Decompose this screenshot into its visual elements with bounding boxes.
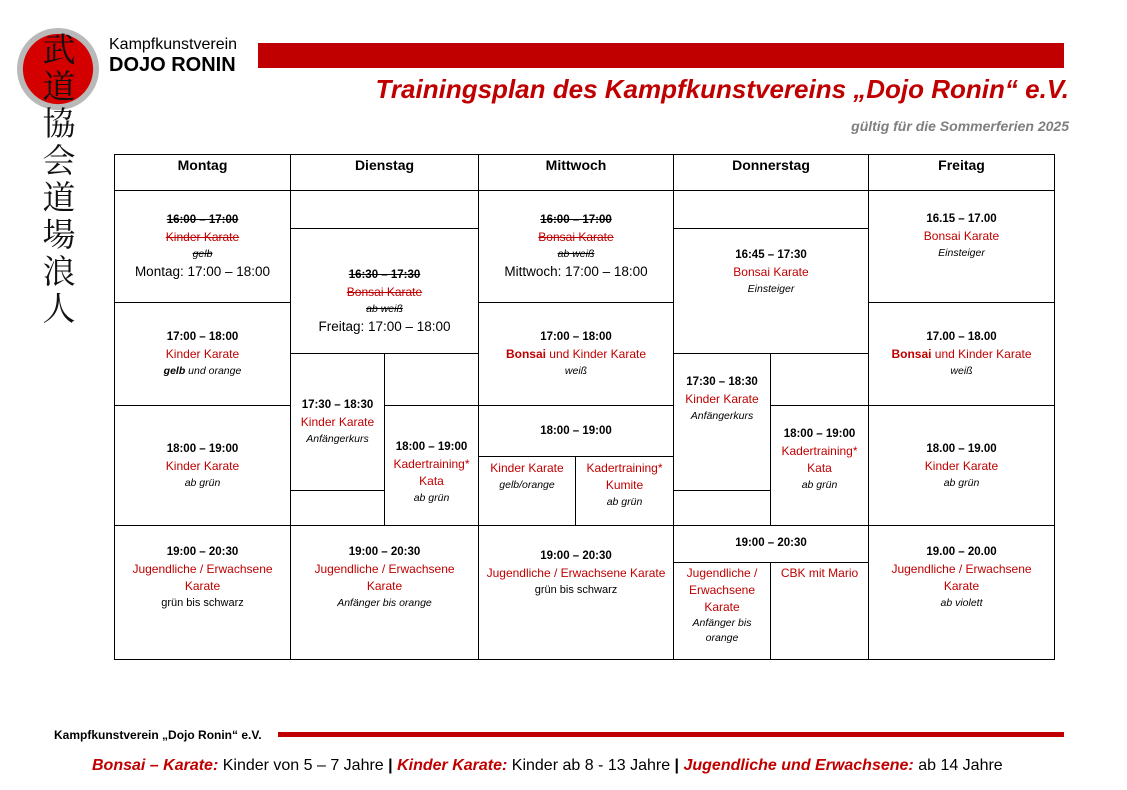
legend-separator: | bbox=[674, 757, 684, 774]
slot-course: Kadertraining* bbox=[781, 444, 858, 458]
kanji-char: 道 bbox=[42, 67, 76, 106]
header-donnerstag: Donnerstag bbox=[673, 154, 869, 191]
slot-thu-4a bbox=[673, 562, 771, 660]
legend-value: Kinder ab 8 - 13 Jahre bbox=[507, 757, 675, 774]
kanji-char: 浪 bbox=[42, 252, 76, 291]
legend-separator: | bbox=[388, 757, 398, 774]
slot-mon-3 bbox=[114, 405, 291, 526]
slot-tue-4 bbox=[290, 525, 479, 660]
slot-time: 19.00 – 20.00 bbox=[926, 546, 997, 558]
slot-level: Anfängerkurs bbox=[690, 410, 754, 422]
slot-wed-3 bbox=[478, 405, 674, 457]
slot-fri-1 bbox=[868, 190, 1055, 303]
slot-level: orange bbox=[705, 632, 739, 644]
slot-tue-empty bbox=[290, 190, 479, 229]
slot-note: Montag: 17:00 – 18:00 bbox=[134, 263, 271, 279]
slot-tue-3 bbox=[384, 405, 479, 526]
slot-course-bold: Bonsai bbox=[891, 347, 932, 361]
slot-thu-2 bbox=[673, 353, 771, 491]
kanji-char: 道 bbox=[42, 178, 76, 217]
slot-time: 18:00 – 19:00 bbox=[166, 442, 239, 455]
legend-key: Bonsai – Karate: bbox=[92, 757, 219, 774]
slot-time: 16.15 – 17.00 bbox=[926, 213, 997, 225]
slot-course: Jugendliche / Erwachsene bbox=[891, 562, 1032, 576]
slot-course: Kinder Karate bbox=[300, 415, 375, 429]
slot-level: ab grün bbox=[943, 476, 980, 489]
footer-org: Kampfkunstverein „Dojo Ronin“ e.V. bbox=[54, 728, 262, 742]
slot-course: Kinder Karate bbox=[165, 347, 240, 361]
slot-wed-3b bbox=[575, 456, 674, 526]
slot-time: 16:30 – 17:30 bbox=[348, 268, 421, 281]
slot-level: Einsteiger bbox=[747, 283, 795, 295]
header-mittwoch: Mittwoch bbox=[478, 154, 674, 191]
slot-course: Bonsai Karate bbox=[733, 265, 809, 279]
page-title: Trainingsplan des Kampfkunstvereins „Dojo Ronin“ e.V. bbox=[375, 74, 1069, 104]
slot-fri-3 bbox=[868, 405, 1055, 526]
slot-time: 18:00 – 19:00 bbox=[783, 428, 856, 440]
brand-line1: Kampfkunstverein bbox=[109, 36, 238, 53]
slot-thu-4 bbox=[673, 525, 869, 563]
slot-level: ab violett bbox=[940, 597, 983, 609]
slot-course: Kadertraining* bbox=[393, 456, 470, 471]
slot-level: weiß bbox=[564, 365, 588, 377]
slot-course: Karate bbox=[943, 579, 980, 593]
slot-course: Jugendliche / Erwachsene Karate bbox=[486, 566, 666, 580]
slot-course: Kadertraining* bbox=[586, 461, 663, 475]
slot-wed-4 bbox=[478, 525, 674, 660]
slot-course: Kinder Karate bbox=[490, 461, 564, 475]
kanji-char: 会 bbox=[42, 141, 76, 180]
slot-time: 19:00 – 20:30 bbox=[735, 537, 807, 549]
slot-tue-2 bbox=[290, 353, 385, 491]
slot-mon-4 bbox=[114, 525, 291, 660]
slot-time: 17:30 – 18:30 bbox=[301, 399, 374, 411]
slot-course: Kinder Karate bbox=[924, 458, 999, 473]
kanji-char: 場 bbox=[42, 215, 76, 254]
kanji-char: 協 bbox=[42, 104, 76, 143]
slot-tue-1 bbox=[290, 228, 479, 354]
slot-level: grün bis schwarz bbox=[161, 597, 244, 609]
slot-time: 16:00 – 17:00 bbox=[540, 213, 612, 226]
header-dienstag: Dienstag bbox=[290, 154, 479, 191]
slot-course: Kata bbox=[419, 473, 444, 488]
slot-wed-2 bbox=[478, 302, 674, 406]
slot-level: Anfänger bis orange bbox=[337, 597, 432, 609]
slot-mon-1 bbox=[114, 190, 291, 303]
slot-time: 18:00 – 19:00 bbox=[395, 440, 468, 453]
slot-level bbox=[164, 363, 242, 379]
slot-level: gelb/orange bbox=[499, 479, 555, 491]
slot-course bbox=[506, 346, 646, 363]
slot-level: ab weiß bbox=[557, 247, 595, 260]
legend-value: ab 14 Jahre bbox=[913, 757, 1003, 774]
header-montag: Montag bbox=[114, 154, 291, 191]
slot-thu-empty bbox=[770, 353, 869, 406]
slot-level: ab weiß bbox=[366, 302, 403, 315]
slot-wed-1 bbox=[478, 190, 674, 303]
slot-course: Karate bbox=[704, 600, 740, 614]
slot-level: grün bis schwarz bbox=[534, 584, 618, 596]
kanji-char: 人 bbox=[42, 289, 76, 328]
slot-course: Karate bbox=[184, 579, 221, 593]
slot-level-bold: gelb bbox=[163, 365, 186, 377]
slot-time: 19:00 – 20:30 bbox=[348, 546, 421, 558]
slot-time: 17:30 – 18:30 bbox=[686, 376, 758, 388]
slot-course: Jugendliche / bbox=[686, 566, 758, 580]
slot-thu-empty bbox=[673, 490, 771, 526]
slot-level-rest: und orange bbox=[185, 365, 242, 377]
slot-level: weiß bbox=[950, 365, 973, 377]
slot-course: Jugendliche / Erwachsene bbox=[132, 562, 273, 576]
slot-time: 17:00 – 18:00 bbox=[540, 331, 612, 343]
slot-course-bold: Bonsai bbox=[505, 347, 546, 361]
slot-course: Erwachsene bbox=[688, 583, 756, 597]
slot-course: Jugendliche / Erwachsene bbox=[314, 562, 455, 576]
slot-level: ab grün bbox=[413, 491, 450, 504]
slot-level: ab grün bbox=[606, 496, 643, 508]
slot-course: Bonsai Karate bbox=[538, 229, 614, 244]
slot-level: gelb bbox=[192, 247, 213, 260]
slot-level: Anfänger bis bbox=[692, 617, 752, 629]
footer-bar bbox=[278, 732, 1064, 737]
slot-time: 17:00 – 18:00 bbox=[166, 331, 239, 343]
slot-level: ab grün bbox=[801, 479, 838, 491]
page-subtitle: gültig für die Sommerferien 2025 bbox=[851, 118, 1069, 134]
slot-course: Kinder Karate bbox=[165, 229, 240, 244]
slot-thu-4b bbox=[770, 562, 869, 660]
slot-time: 18:00 – 19:00 bbox=[540, 424, 612, 437]
slot-thu-1 bbox=[673, 228, 869, 354]
slot-tue-empty bbox=[384, 353, 479, 406]
slot-mon-2 bbox=[114, 302, 291, 406]
slot-fri-4 bbox=[868, 525, 1055, 660]
slot-wed-3a bbox=[478, 456, 576, 526]
slot-time: 17.00 – 18.00 bbox=[926, 331, 997, 343]
slot-level: ab grün bbox=[184, 476, 221, 489]
slot-level: Einsteiger bbox=[938, 247, 985, 259]
slot-tue-empty bbox=[290, 490, 385, 526]
header-freitag: Freitag bbox=[868, 154, 1055, 191]
slot-course: Bonsai Karate bbox=[923, 229, 1000, 243]
slot-course: CBK mit Mario bbox=[780, 566, 859, 580]
slot-course: Kata bbox=[807, 461, 832, 475]
slot-course bbox=[891, 346, 1031, 363]
slot-course-rest: und Kinder Karate bbox=[931, 347, 1032, 361]
slot-time: 18.00 – 19.00 bbox=[926, 442, 997, 455]
slot-level: Anfängerkurs bbox=[306, 433, 369, 445]
slot-time: 16:45 – 17:30 bbox=[735, 249, 807, 261]
slot-note: Mittwoch: 17:00 – 18:00 bbox=[504, 263, 648, 279]
age-legend bbox=[92, 757, 1003, 775]
slot-thu-empty bbox=[673, 190, 869, 229]
brand-line2: DOJO RONIN bbox=[109, 54, 236, 76]
slot-course: Kumite bbox=[605, 478, 644, 492]
slot-course: Kinder Karate bbox=[165, 458, 240, 473]
slot-note: Freitag: 17:00 – 18:00 bbox=[318, 318, 451, 334]
slot-thu-3 bbox=[770, 405, 869, 526]
legend-key: Kinder Karate: bbox=[397, 757, 508, 774]
slot-course: Kinder Karate bbox=[685, 392, 759, 406]
slot-time: 19:00 – 20:30 bbox=[166, 546, 239, 558]
slot-fri-2 bbox=[868, 302, 1055, 406]
slot-time: 19:00 – 20:30 bbox=[540, 550, 612, 562]
slot-course-rest: und Kinder Karate bbox=[545, 347, 647, 361]
slot-course: Karate bbox=[366, 579, 403, 593]
legend-key: Jugendliche und Erwachsene: bbox=[683, 757, 914, 774]
kanji-char: 武 bbox=[42, 30, 76, 69]
slot-course: Bonsai Karate bbox=[346, 284, 423, 299]
slot-time: 16:00 – 17:00 bbox=[166, 213, 239, 226]
legend-value: Kinder von 5 – 7 Jahre bbox=[218, 757, 389, 774]
